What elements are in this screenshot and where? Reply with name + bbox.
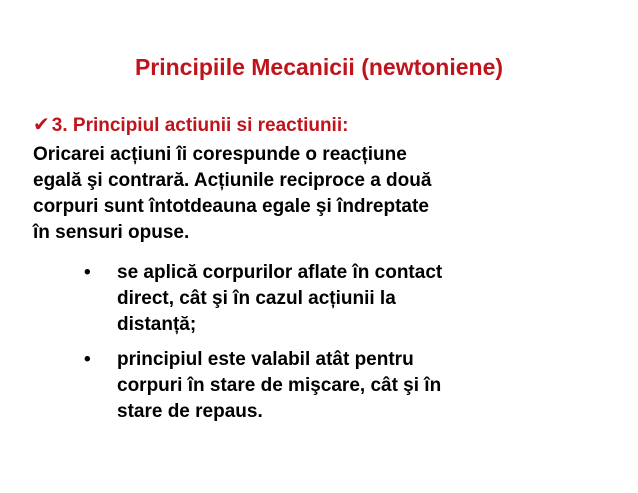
principle-heading-text: 3. Principiul actiunii si reactiunii:: [51, 115, 349, 136]
bullet-line: corpuri în stare de mişcare, cât şi în: [117, 375, 442, 396]
slide-title: Principiile Mecanicii (newtoniene): [134, 54, 504, 80]
principle-heading: [33, 113, 348, 137]
bullet-marker: •: [84, 349, 91, 370]
statement-line: egală şi contrară. Acțiunile reciproce a două: [33, 170, 432, 191]
bullet-item: [84, 260, 624, 338]
bullet-list: [84, 260, 624, 434]
bullet-marker: •: [84, 262, 91, 283]
statement-line: Oricarei acțiuni îi corespunde o reacțiune: [33, 144, 407, 165]
statement-line: în sensuri opuse.: [33, 222, 190, 243]
checkmark-icon: ✔: [33, 112, 50, 136]
bullet-item: [84, 347, 624, 425]
bullet-line: stare de repaus.: [117, 401, 263, 422]
statement-line: corpuri sunt întotdeauna egale şi îndreptate: [33, 196, 429, 217]
bullet-line: distanță;: [117, 314, 197, 335]
bullet-line: principiul este valabil atât pentru: [117, 349, 414, 370]
principle-statement: [33, 142, 633, 246]
bullet-line: se aplică corpurilor aflate în contact: [117, 262, 443, 283]
bullet-line: direct, cât şi în cazul acțiunii la: [117, 288, 396, 309]
